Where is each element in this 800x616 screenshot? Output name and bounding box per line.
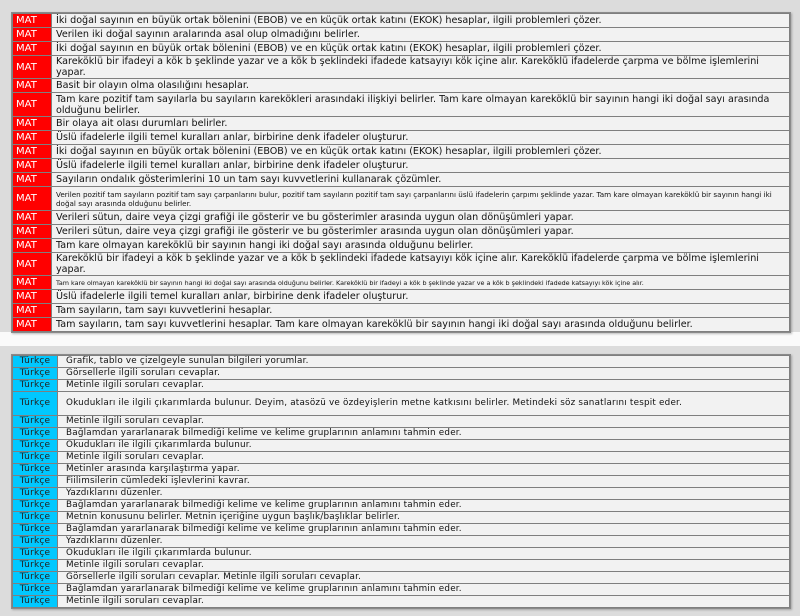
mat-outcomes-table — [12, 13, 790, 332]
turkce-outcome-text: Metinle ilgili soruları cevaplar. — [58, 380, 790, 392]
mat-subject-tag: MAT — [13, 211, 52, 225]
turkce-outcome-text: Grafik, tablo ve çizelgeyle sunulan bilgileri yorumlar. — [58, 356, 790, 368]
turkce-row — [13, 464, 790, 476]
mat-subject-tag: MAT — [13, 225, 52, 239]
mat-subject-tag: MAT — [13, 276, 52, 290]
turkce-row — [13, 392, 790, 416]
mat-subject-tag: MAT — [13, 239, 52, 253]
mat-outcome-text: Bir olaya ait olası durumları belirler. — [52, 117, 790, 131]
turkce-outcome-text: Metinle ilgili soruları cevaplar. — [58, 416, 790, 428]
mat-row — [13, 79, 790, 93]
mat-row — [13, 173, 790, 187]
mat-subject-tag: MAT — [13, 28, 52, 42]
turkce-outcome-text: Yazdıklarını düzenler. — [58, 536, 790, 548]
turkce-outcome-text: Bağlamdan yararlanarak bilmediği kelime ve kelime gruplarının anlamını tahmin eder. — [58, 500, 790, 512]
turkce-row — [13, 500, 790, 512]
turkce-outcomes-table — [12, 355, 790, 608]
turkce-outcome-text: Görsellerle ilgili soruları cevaplar. — [58, 368, 790, 380]
turkce-subject-tag: Türkçe — [13, 596, 58, 608]
mat-subject-tag: MAT — [13, 304, 52, 318]
turkce-row — [13, 416, 790, 428]
turkce-row — [13, 356, 790, 368]
turkce-subject-tag: Türkçe — [13, 356, 58, 368]
mat-subject-tag: MAT — [13, 117, 52, 131]
mat-row — [13, 253, 790, 276]
mat-row — [13, 14, 790, 28]
turkce-subject-tag: Türkçe — [13, 440, 58, 452]
mat-outcome-text: İki doğal sayının en büyük ortak bölenini (EBOB) ve en küçük ortak katını (EKOK) hesaplar, ilgili problemleri çözer. — [52, 14, 790, 28]
turkce-row — [13, 452, 790, 464]
turkce-subject-tag: Türkçe — [13, 536, 58, 548]
mat-row — [13, 225, 790, 239]
turkce-outcome-text: Okudukları ile ilgili çıkarımlarda bulunur. — [58, 440, 790, 452]
turkce-subject-tag: Türkçe — [13, 500, 58, 512]
turkce-row — [13, 572, 790, 584]
mat-row — [13, 28, 790, 42]
mat-outcome-text: Tam kare pozitif tam sayılarla bu sayıların karekökleri arasındaki ilişkiyi belirler. Tam kare olmayan kareköklü bir sayının hangi iki doğal sayı arasında olduğunu belirler. — [52, 93, 790, 117]
mat-subject-tag: MAT — [13, 318, 52, 332]
turkce-outcome-text: Okudukları ile ilgili çıkarımlarda bulunur. Deyim, atasözü ve özdeyişlerin metne katkısını belirler. Metindeki söz sanatlarını tespit eder. — [58, 392, 790, 416]
mat-subject-tag: MAT — [13, 79, 52, 93]
mat-row — [13, 42, 790, 56]
mat-subject-tag: MAT — [13, 253, 52, 276]
turkce-outcome-text: Bağlamdan yararlanarak bilmediği kelime ve kelime gruplarının anlamını tahmin eder. — [58, 584, 790, 596]
turkce-row — [13, 596, 790, 608]
turkce-subject-tag: Türkçe — [13, 560, 58, 572]
mat-outcome-text: İki doğal sayının en büyük ortak bölenini (EBOB) ve en küçük ortak katını (EKOK) hesaplar, ilgili problemleri çözer. — [52, 42, 790, 56]
mat-outcome-text: Verileri sütun, daire veya çizgi grafiği ile gösterir ve bu gösterimler arasında uygun olan dönüşümleri yapar. — [52, 225, 790, 239]
turkce-outcome-text: Yazdıklarını düzenler. — [58, 488, 790, 500]
mat-row — [13, 117, 790, 131]
mat-subject-tag: MAT — [13, 42, 52, 56]
mat-row — [13, 56, 790, 79]
mat-subject-tag: MAT — [13, 159, 52, 173]
mat-outcome-text: Tam kare olmayan kareköklü bir sayının hangi iki doğal sayı arasında olduğunu belirler. — [52, 239, 790, 253]
turkce-row — [13, 428, 790, 440]
mat-row — [13, 159, 790, 173]
mat-row — [13, 239, 790, 253]
mat-row — [13, 304, 790, 318]
mat-subject-tag: MAT — [13, 173, 52, 187]
mat-row — [13, 290, 790, 304]
mat-outcome-text: Kareköklü bir ifadeyi a kök b şeklinde yazar ve a kök b şeklindeki ifadede katsayıyı kök içine alır. Kareköklü ifadelerde çarpma ve bölme işlemlerini yapar. — [52, 253, 790, 276]
turkce-outcome-text: Fiilimsilerin cümledeki işlevlerini kavrar. — [58, 476, 790, 488]
mat-outcome-text: Üslü ifadelerle ilgili temel kuralları anlar, birbirine denk ifadeler oluşturur. — [52, 131, 790, 145]
turkce-outcome-text: Bağlamdan yararlanarak bilmediği kelime ve kelime gruplarının anlamını tahmin eder. — [58, 428, 790, 440]
turkce-row — [13, 440, 790, 452]
turkce-row — [13, 560, 790, 572]
mat-outcome-text: Üslü ifadelerle ilgili temel kuralları anlar, birbirine denk ifadeler oluşturur. — [52, 290, 790, 304]
turkce-subject-tag: Türkçe — [13, 368, 58, 380]
mat-row — [13, 187, 790, 211]
mat-outcome-text: İki doğal sayının en büyük ortak bölenini (EBOB) ve en küçük ortak katını (EKOK) hesaplar, ilgili problemleri çözer. — [52, 145, 790, 159]
turkce-subject-tag: Türkçe — [13, 548, 58, 560]
turkce-outcome-text: Metnin konusunu belirler. Metnin içeriğine uygun başlık/başlıklar belirler. — [58, 512, 790, 524]
turkce-subject-tag: Türkçe — [13, 452, 58, 464]
mat-outcome-text: Verilen pozitif tam sayıların pozitif tam sayı çarpanlarını bulur, pozitif tam sayıların pozitif tam sayı çarpanlarını üslü ifadelerin çarpımı şeklinde yazar. Tam kare olmayan kareköklü bir sayının hangi iki doğal sayı arasında olduğunu belirler. — [52, 187, 790, 211]
turkce-outcome-text: Metinler arasında karşılaştırma yapar. — [58, 464, 790, 476]
turkce-subject-tag: Türkçe — [13, 512, 58, 524]
mat-outcome-text: Tam kare olmayan kareköklü bir sayının hangi iki doğal sayı arasında olduğunu belirler. Kareköklü bir ifadeyi a kök b şeklinde yazar ve a kök b şeklindeki ifadede katsayıyı kök içine alır. — [52, 276, 790, 290]
turkce-outcome-text: Metinle ilgili soruları cevaplar. — [58, 452, 790, 464]
mat-outcome-text: Kareköklü bir ifadeyi a kök b şeklinde yazar ve a kök b şeklindeki ifadede katsayıyı kök içine alır. Kareköklü ifadelerde çarpma ve bölme işlemlerini yapar. — [52, 56, 790, 79]
turkce-subject-tag: Türkçe — [13, 416, 58, 428]
turkce-subject-tag: Türkçe — [13, 380, 58, 392]
turkce-outcome-text: Metinle ilgili soruları cevaplar. — [58, 560, 790, 572]
mat-subject-tag: MAT — [13, 290, 52, 304]
mat-row — [13, 145, 790, 159]
turkce-outcome-text: Bağlamdan yararlanarak bilmediği kelime ve kelime gruplarının anlamını tahmin eder. — [58, 524, 790, 536]
mat-row — [13, 211, 790, 225]
turkce-row — [13, 368, 790, 380]
mat-subject-tag: MAT — [13, 93, 52, 117]
turkce-row — [13, 512, 790, 524]
mat-outcomes-card — [11, 12, 791, 333]
mat-subject-tag: MAT — [13, 131, 52, 145]
mat-row — [13, 131, 790, 145]
turkce-row — [13, 524, 790, 536]
turkce-outcome-text: Metinle ilgili soruları cevaplar. — [58, 596, 790, 608]
mat-outcome-text: Basit bir olayın olma olasılığını hesaplar. — [52, 79, 790, 93]
mat-outcome-text: Verileri sütun, daire veya çizgi grafiği ile gösterir ve bu gösterimler arasında uygun olan dönüşümleri yapar. — [52, 211, 790, 225]
mat-row — [13, 93, 790, 117]
turkce-outcomes-card — [11, 354, 791, 609]
mat-outcome-text: Üslü ifadelerle ilgili temel kuralları anlar, birbirine denk ifadeler oluşturur. — [52, 159, 790, 173]
mat-row — [13, 318, 790, 332]
mat-subject-tag: MAT — [13, 56, 52, 79]
turkce-subject-tag: Türkçe — [13, 392, 58, 416]
turkce-subject-tag: Türkçe — [13, 524, 58, 536]
turkce-subject-tag: Türkçe — [13, 464, 58, 476]
turkce-row — [13, 548, 790, 560]
turkce-row — [13, 584, 790, 596]
turkce-row — [13, 380, 790, 392]
mat-outcome-text: Tam sayıların, tam sayı kuvvetlerini hesaplar. Tam kare olmayan kareköklü bir sayının hangi iki doğal sayı arasında olduğunu belirler. — [52, 318, 790, 332]
turkce-subject-tag: Türkçe — [13, 584, 58, 596]
mat-outcome-text: Tam sayıların, tam sayı kuvvetlerini hesaplar. — [52, 304, 790, 318]
mat-subject-tag: MAT — [13, 14, 52, 28]
mat-outcome-text: Sayıların ondalık gösterimlerini 10 un tam sayı kuvvetlerini kullanarak çözümler. — [52, 173, 790, 187]
turkce-outcome-text: Okudukları ile ilgili çıkarımlarda bulunur. — [58, 548, 790, 560]
mat-outcome-text: Verilen iki doğal sayının aralarında asal olup olmadığını belirler. — [52, 28, 790, 42]
turkce-row — [13, 488, 790, 500]
turkce-subject-tag: Türkçe — [13, 476, 58, 488]
mat-row — [13, 276, 790, 290]
turkce-subject-tag: Türkçe — [13, 572, 58, 584]
turkce-subject-tag: Türkçe — [13, 488, 58, 500]
mat-subject-tag: MAT — [13, 187, 52, 211]
turkce-row — [13, 476, 790, 488]
turkce-outcome-text: Görsellerle ilgili soruları cevaplar. Metinle ilgili soruları cevaplar. — [58, 572, 790, 584]
mat-subject-tag: MAT — [13, 145, 52, 159]
turkce-subject-tag: Türkçe — [13, 428, 58, 440]
turkce-row — [13, 536, 790, 548]
